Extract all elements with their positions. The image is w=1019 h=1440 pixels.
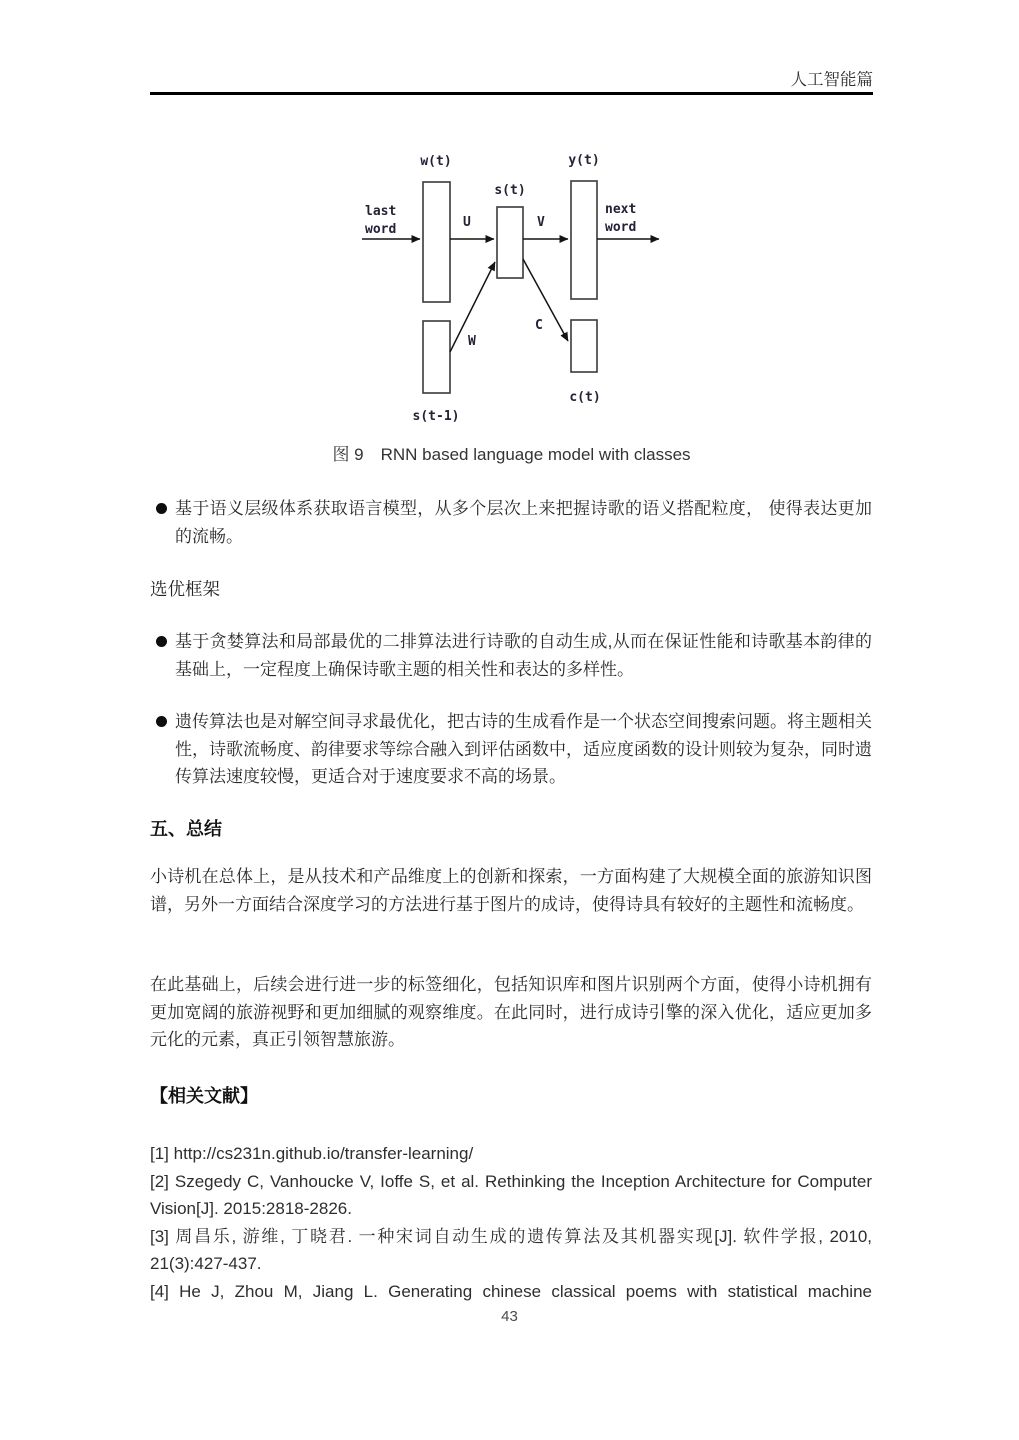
output-label-line1: next [605,202,637,217]
summary-paragraph-2: 在此基础上，后续会进行进一步的标签细化，包括知识库和图片识别两个方面，使得小诗机拥有更加宽阔的旅游视野和更加细腻的观察维度。在此同时，进行成诗引擎的深入优化，适应更加多元化的元素，真正引领智慧旅游。 [150,975,872,1049]
bullet-item-greedy-algorithm [149,628,872,683]
bullet-text: 基于贪婪算法和局部最优的二排算法进行诗歌的自动生成,从而在保证性能和诗歌基本韵律的基础上，一定程度上确保诗歌主题的相关性和表达的多样性。 [175,632,872,679]
bullet-icon [156,503,167,514]
weight-v-label: V [537,215,545,230]
s-box-label: s(t) [494,183,526,198]
w-box [423,182,450,302]
section-title-summary: 五、总结 [150,819,222,839]
input-label-line1: last [365,204,397,219]
s-box [497,207,523,278]
s-prev-box-label: s(t-1) [412,409,460,424]
reference-item-1: [1] http://cs231n.github.io/transfer-learning/ [150,1144,474,1163]
weight-c-label: C [535,318,543,333]
page-header: 人工智能篇 [790,71,873,89]
references-list [150,1140,872,1305]
c-class-arrow [523,259,568,341]
section-title-selection-framework: 选优框架 [150,579,220,599]
bullet-text: 遗传算法也是对解空间寻求最优化，把古诗的生成看作是一个状态空间搜索问题。将主题相关性，诗歌流畅度、韵律要求等综合融入到评估函数中，适应度函数的设计则较为复杂，同时遗传算法速度较慢，更适合对于速度要求不高的场景。 [175,712,872,786]
c-box [571,320,597,372]
input-label-line2: word [365,222,397,237]
header-rule [150,92,873,95]
s-prev-box [423,321,450,393]
c-box-label: c(t) [569,390,601,405]
bullet-item-genetic-algorithm [149,708,872,791]
bullet-icon [156,636,167,647]
y-box-label: y(t) [568,153,600,168]
reference-item-2: [2] Szegedy C, Vanhoucke V, Ioffe S, et al. Rethinking the Inception Architecture for Computer Vision[J]. 2015:2818-2826. [150,1171,872,1218]
output-label-line2: word [605,220,637,235]
w-box-label: w(t) [420,154,452,169]
references-title: 【相关文献】 [150,1086,258,1106]
bullet-text: 基于语义层级体系获取语言模型，从多个层次上来把握诗歌的语义搭配粒度， 使得表达更加的流畅。 [175,499,872,546]
weight-u-label: U [463,215,471,230]
reference-item-4: [4] He J, Zhou M, Jiang L. Generating chinese classical poems with statistical machine [150,1281,872,1301]
rnn-diagram [355,138,665,433]
y-box [571,181,597,299]
bullet-icon [156,716,167,727]
reference-item-3: [3] 周昌乐, 游维, 丁晓君. 一种宋词自动生成的遗传算法及其机器实现[J]. 软件学报, 2010, 21(3):427-437. [150,1226,872,1273]
figure-caption: 图 9 RNN based language model with classes [332,445,691,464]
page-number: 43 [501,1308,518,1325]
bullet-item-semantic-hierarchy [149,495,872,550]
summary-paragraph-1: 小诗机在总体上，是从技术和产品维度上的创新和探索，一方面构建了大规模全面的旅游知识图谱，另外一方面结合深度学习的方法进行基于图片的成诗，使得诗具有较好的主题性和流畅度。 [150,867,872,914]
weight-w-label: W [468,334,476,349]
